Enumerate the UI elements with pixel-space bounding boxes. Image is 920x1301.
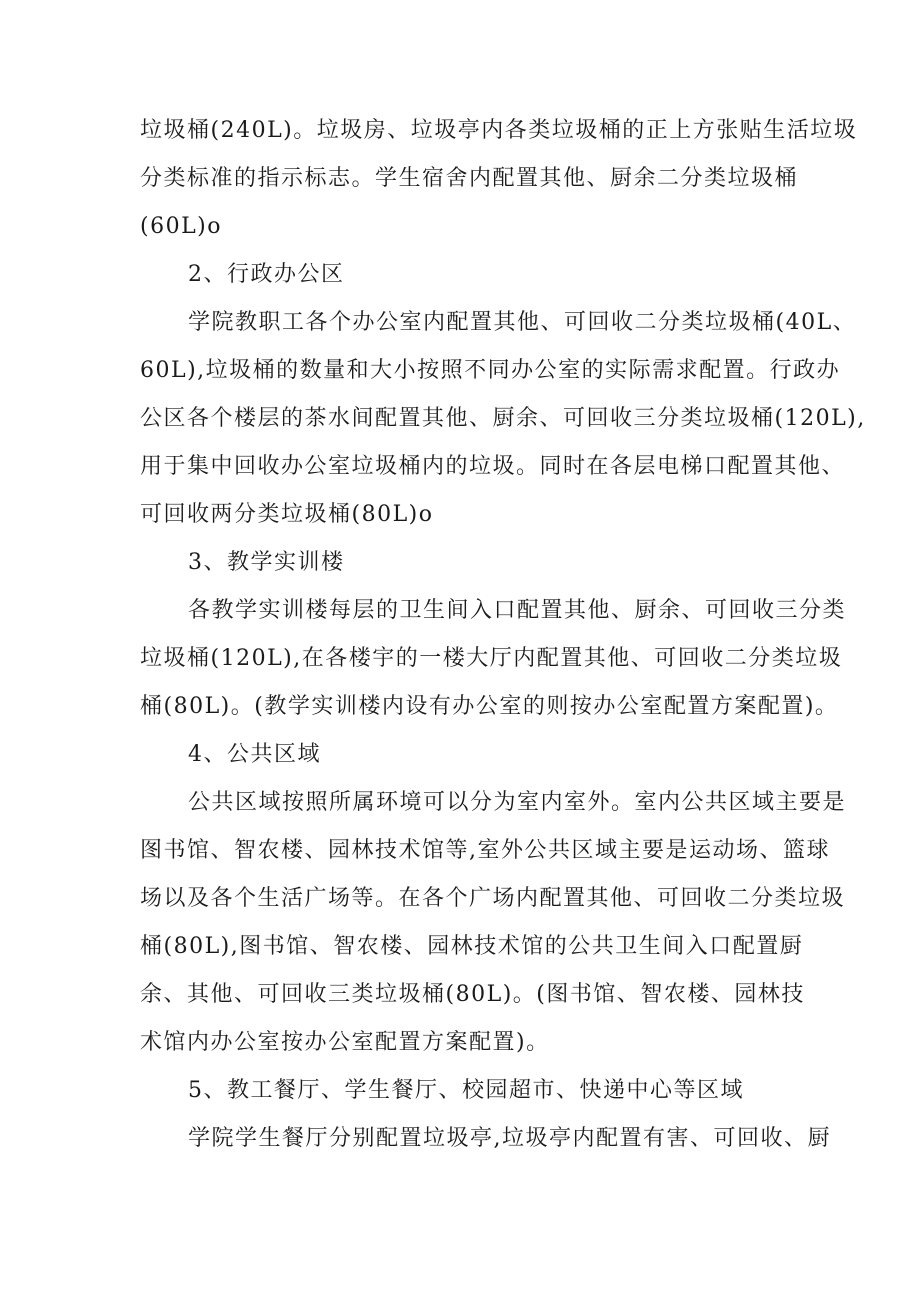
text-line-8: 用于集中回收办公室垃圾桶内的垃圾。同时在各层电梯口配置其他、 bbox=[140, 454, 846, 479]
text-line-6: 60L),垃圾桶的数量和大小按照不同办公室的实际需求配置。行政办 bbox=[140, 358, 841, 383]
text-line-7: 公区各个楼层的茶水间配置其他、厨余、可回收三分类垃圾桶(120L), bbox=[140, 406, 866, 431]
section-heading-4: 4、公共区域 bbox=[188, 742, 321, 767]
text-line-15: 公共区域按照所属环境可以分为室内室外。室内公共区域主要是 bbox=[188, 790, 847, 815]
text-line-11: 各教学实训楼每层的卫生间入口配置其他、厨余、可回收三分类 bbox=[188, 598, 847, 623]
text-line-12: 垃圾桶(120L),在各楼宇的一楼大厅内配置其他、可回收二分类垃圾 bbox=[140, 646, 843, 671]
text-line-20: 术馆内办公室按办公室配置方案配置)。 bbox=[140, 1030, 550, 1055]
text-line-13: 桶(80L)。(教学实训楼内设有办公室的则按办公室配置方案配置)。 bbox=[140, 694, 839, 719]
text-line-18: 桶(80L),图书馆、智农楼、园林技术馆的公共卫生间入口配置厨 bbox=[140, 934, 804, 959]
section-heading-5: 5、教工餐厅、学生餐厅、校园超市、快递中心等区域 bbox=[188, 1078, 744, 1103]
text-line-3: (60L)o bbox=[140, 214, 223, 239]
text-line-5: 学院教职工各个办公室内配置其他、可回收二分类垃圾桶(40L、 bbox=[188, 310, 857, 335]
section-heading-3: 3、教学实训楼 bbox=[188, 550, 345, 575]
text-line-17: 场以及各个生活广场等。在各个广场内配置其他、可回收二分类垃圾 bbox=[140, 886, 846, 911]
section-heading-2: 2、行政办公区 bbox=[188, 262, 345, 287]
text-line-19: 余、其他、可回收三类垃圾桶(80L)。(图书馆、智农楼、园林技 bbox=[140, 982, 805, 1007]
text-line-2: 分类标准的指示标志。学生宿舍内配置其他、厨余二分类垃圾桶 bbox=[140, 166, 799, 191]
text-line-22: 学院学生餐厅分别配置垃圾亭,垃圾亭内配置有害、可回收、厨 bbox=[188, 1126, 831, 1151]
text-line-16: 图书馆、智农楼、园林技术馆等,室外公共区域主要是运动场、篮球 bbox=[140, 838, 830, 863]
text-line-1: 垃圾桶(240L)。垃圾房、垃圾亭内各类垃圾桶的正上方张贴生活垃圾 bbox=[140, 118, 858, 143]
text-line-9: 可回收两分类垃圾桶(80L)o bbox=[140, 502, 434, 527]
